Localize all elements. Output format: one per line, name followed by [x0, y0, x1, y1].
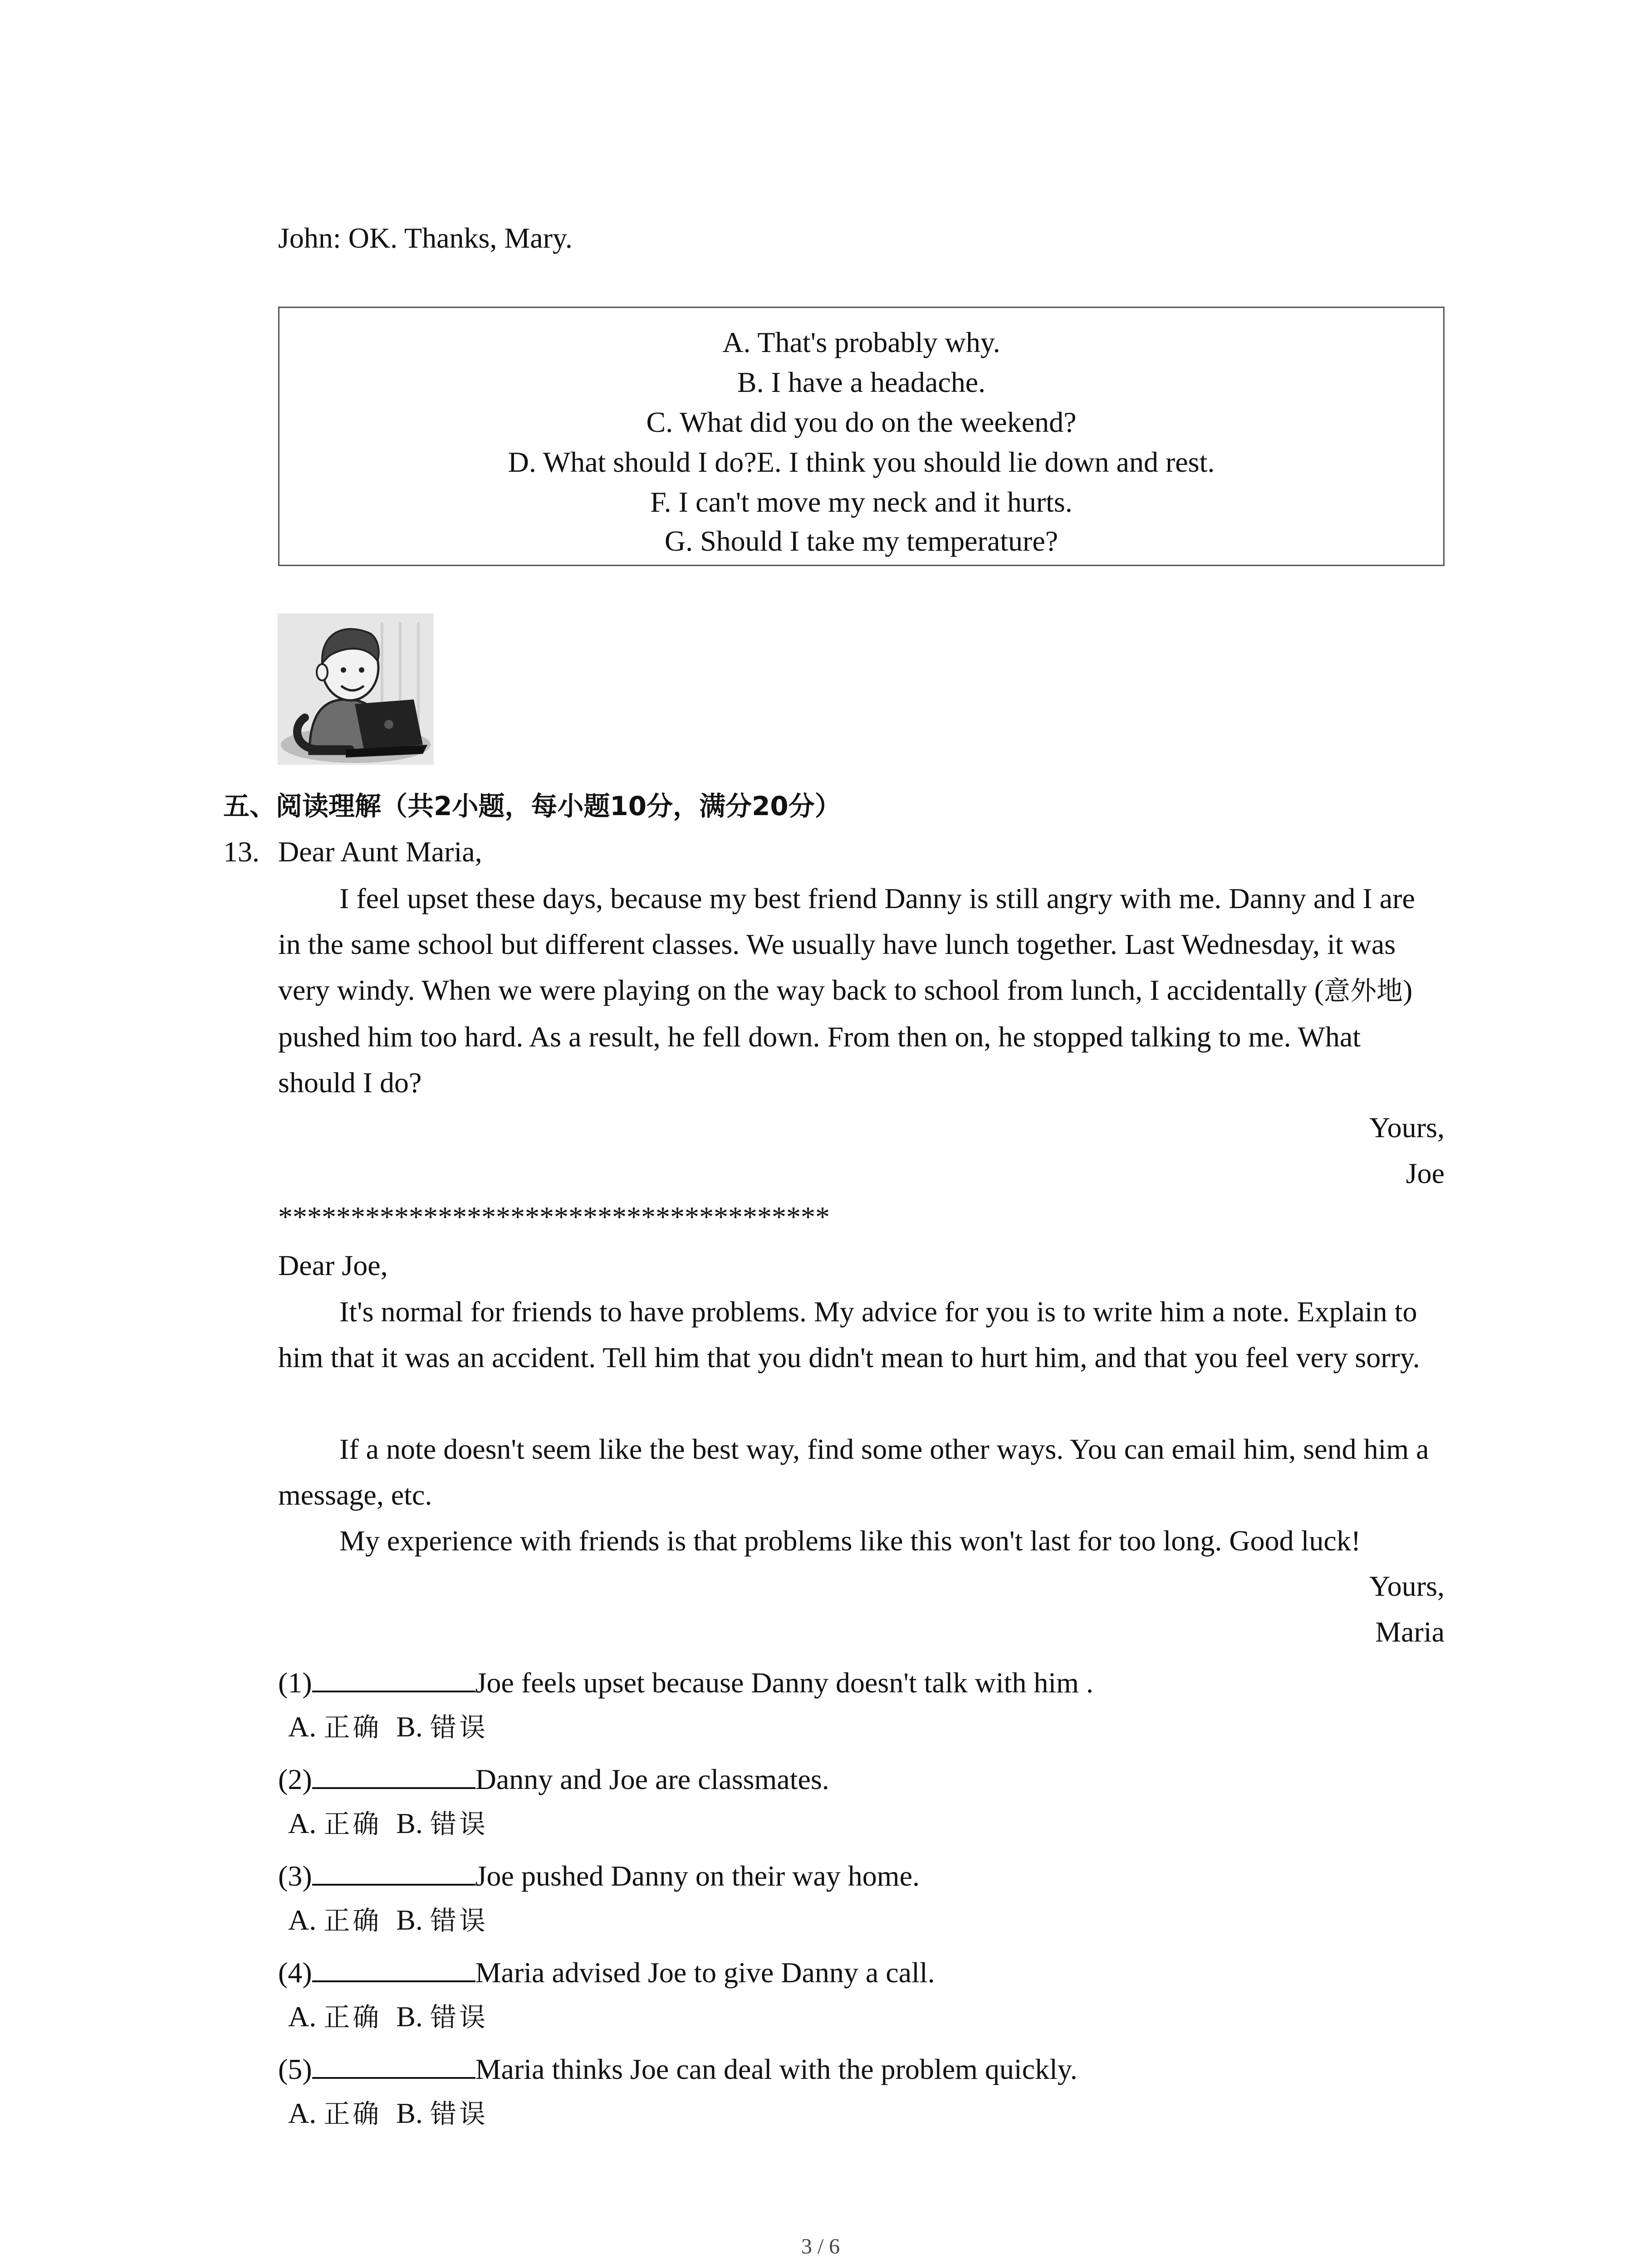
letter2-paragraph-1: It's normal for friends to have problems. My advice for you is to write him a note. Explain to him that it was an accident. Tell him that you didn't mean to hurt him, and that you feel very sorry. [278, 1295, 1420, 1374]
letter2-signature: Maria [1375, 1616, 1445, 1648]
option-g: G. Should I take my temperature? [664, 525, 1058, 557]
question-3 [278, 1853, 920, 1899]
question-5-text: Maria thinks Joe can deal with the problem quickly. [475, 2053, 1078, 2085]
option-a: A. That's probably why. [722, 326, 1000, 358]
question-4-number: (4) [278, 1956, 312, 1989]
answer-blank-2[interactable] [312, 1760, 475, 1789]
question-2-number: (2) [278, 1763, 312, 1795]
choice-b-1[interactable]: B. 错误 [396, 1711, 488, 1743]
letter1-body-text-2: ) pushed him too hard. As a result, he fell down. From then on, he stopped talking to me. What should I do? [278, 974, 1413, 1099]
answer-blank-1[interactable] [312, 1663, 475, 1692]
choice-b-4[interactable]: B. 错误 [396, 2000, 488, 2033]
letter1-greeting: Dear Aunt Maria, [278, 836, 482, 868]
letter2-closing: Yours, [1369, 1570, 1445, 1602]
letter2-paragraph-2: If a note doesn't seem like the best way, find some other ways. You can email him, send him a message, etc. [278, 1433, 1429, 1511]
question-1-number: (1) [278, 1667, 312, 1699]
letter1-signature: Joe [1406, 1157, 1445, 1189]
letter1-body-text-1: I feel upset these days, because my best friend Danny is still angry with me. Danny and I are in the same school but different classes. We usually have lunch together. Last Wednesday, it was very windy. When we were playing on the way back to school from lunch, I accidentally ( [278, 882, 1415, 1006]
question-4-choices [288, 1994, 488, 2040]
question-4-text: Maria advised Joe to give Danny a call. [475, 1956, 935, 1989]
letter2-paragraph-3: My experience with friends is that problems like this won't last for too long. Good luck! [339, 1525, 1361, 1557]
boy-laptop-illustration [278, 613, 434, 765]
choice-a-5[interactable]: A. 正确 [288, 2097, 382, 2129]
question-3-text: Joe pushed Danny on their way home. [475, 1860, 920, 1892]
answer-blank-3[interactable] [312, 1857, 475, 1886]
separator-line: ************************************** [278, 1201, 830, 1233]
question-1-choices [288, 1704, 488, 1750]
option-d-e: D. What should I do?E. I think you should lie down and rest. [508, 446, 1215, 478]
question-5-number: (5) [278, 2053, 312, 2085]
choice-b-5[interactable]: B. 错误 [396, 2097, 488, 2129]
question-2-choices [288, 1801, 488, 1847]
question-2 [278, 1757, 829, 1802]
page-number: 3 / 6 [801, 2234, 840, 2258]
choice-b-2[interactable]: B. 错误 [396, 1807, 488, 1839]
question-4 [278, 1950, 935, 1995]
option-f: F. I can't move my neck and it hurts. [650, 486, 1073, 518]
question-1-text: Joe feels upset because Danny doesn't talk with him . [475, 1667, 1093, 1699]
letter2-greeting: Dear Joe, [278, 1249, 388, 1281]
choice-a-1[interactable]: A. 正确 [288, 1711, 382, 1743]
question-5 [278, 2047, 1078, 2092]
choice-a-3[interactable]: A. 正确 [288, 1904, 382, 1936]
choice-a-2[interactable]: A. 正确 [288, 1807, 382, 1839]
dialogue-line: John: OK. Thanks, Mary. [278, 222, 573, 254]
cjk-gloss: 意外地 [1324, 975, 1403, 1006]
question-number: 13. [223, 836, 260, 868]
letter1-body [278, 875, 1445, 1105]
question-1 [278, 1660, 1093, 1706]
letter1-closing: Yours, [1369, 1111, 1445, 1144]
section-title: 五、阅读理解（共2小题，每小题10分，满分20分） [223, 791, 841, 821]
option-b: B. I have a headache. [737, 366, 986, 398]
option-c: C. What did you do on the weekend? [646, 406, 1077, 438]
question-5-choices [288, 2091, 488, 2136]
answer-blank-4[interactable] [312, 1953, 475, 1982]
answer-blank-5[interactable] [312, 2050, 475, 2079]
question-3-number: (3) [278, 1860, 312, 1892]
options-box [278, 307, 1445, 566]
question-3-choices [288, 1897, 488, 1943]
choice-b-3[interactable]: B. 错误 [396, 1904, 488, 1936]
question-2-text: Danny and Joe are classmates. [475, 1763, 829, 1795]
choice-a-4[interactable]: A. 正确 [288, 2000, 382, 2033]
